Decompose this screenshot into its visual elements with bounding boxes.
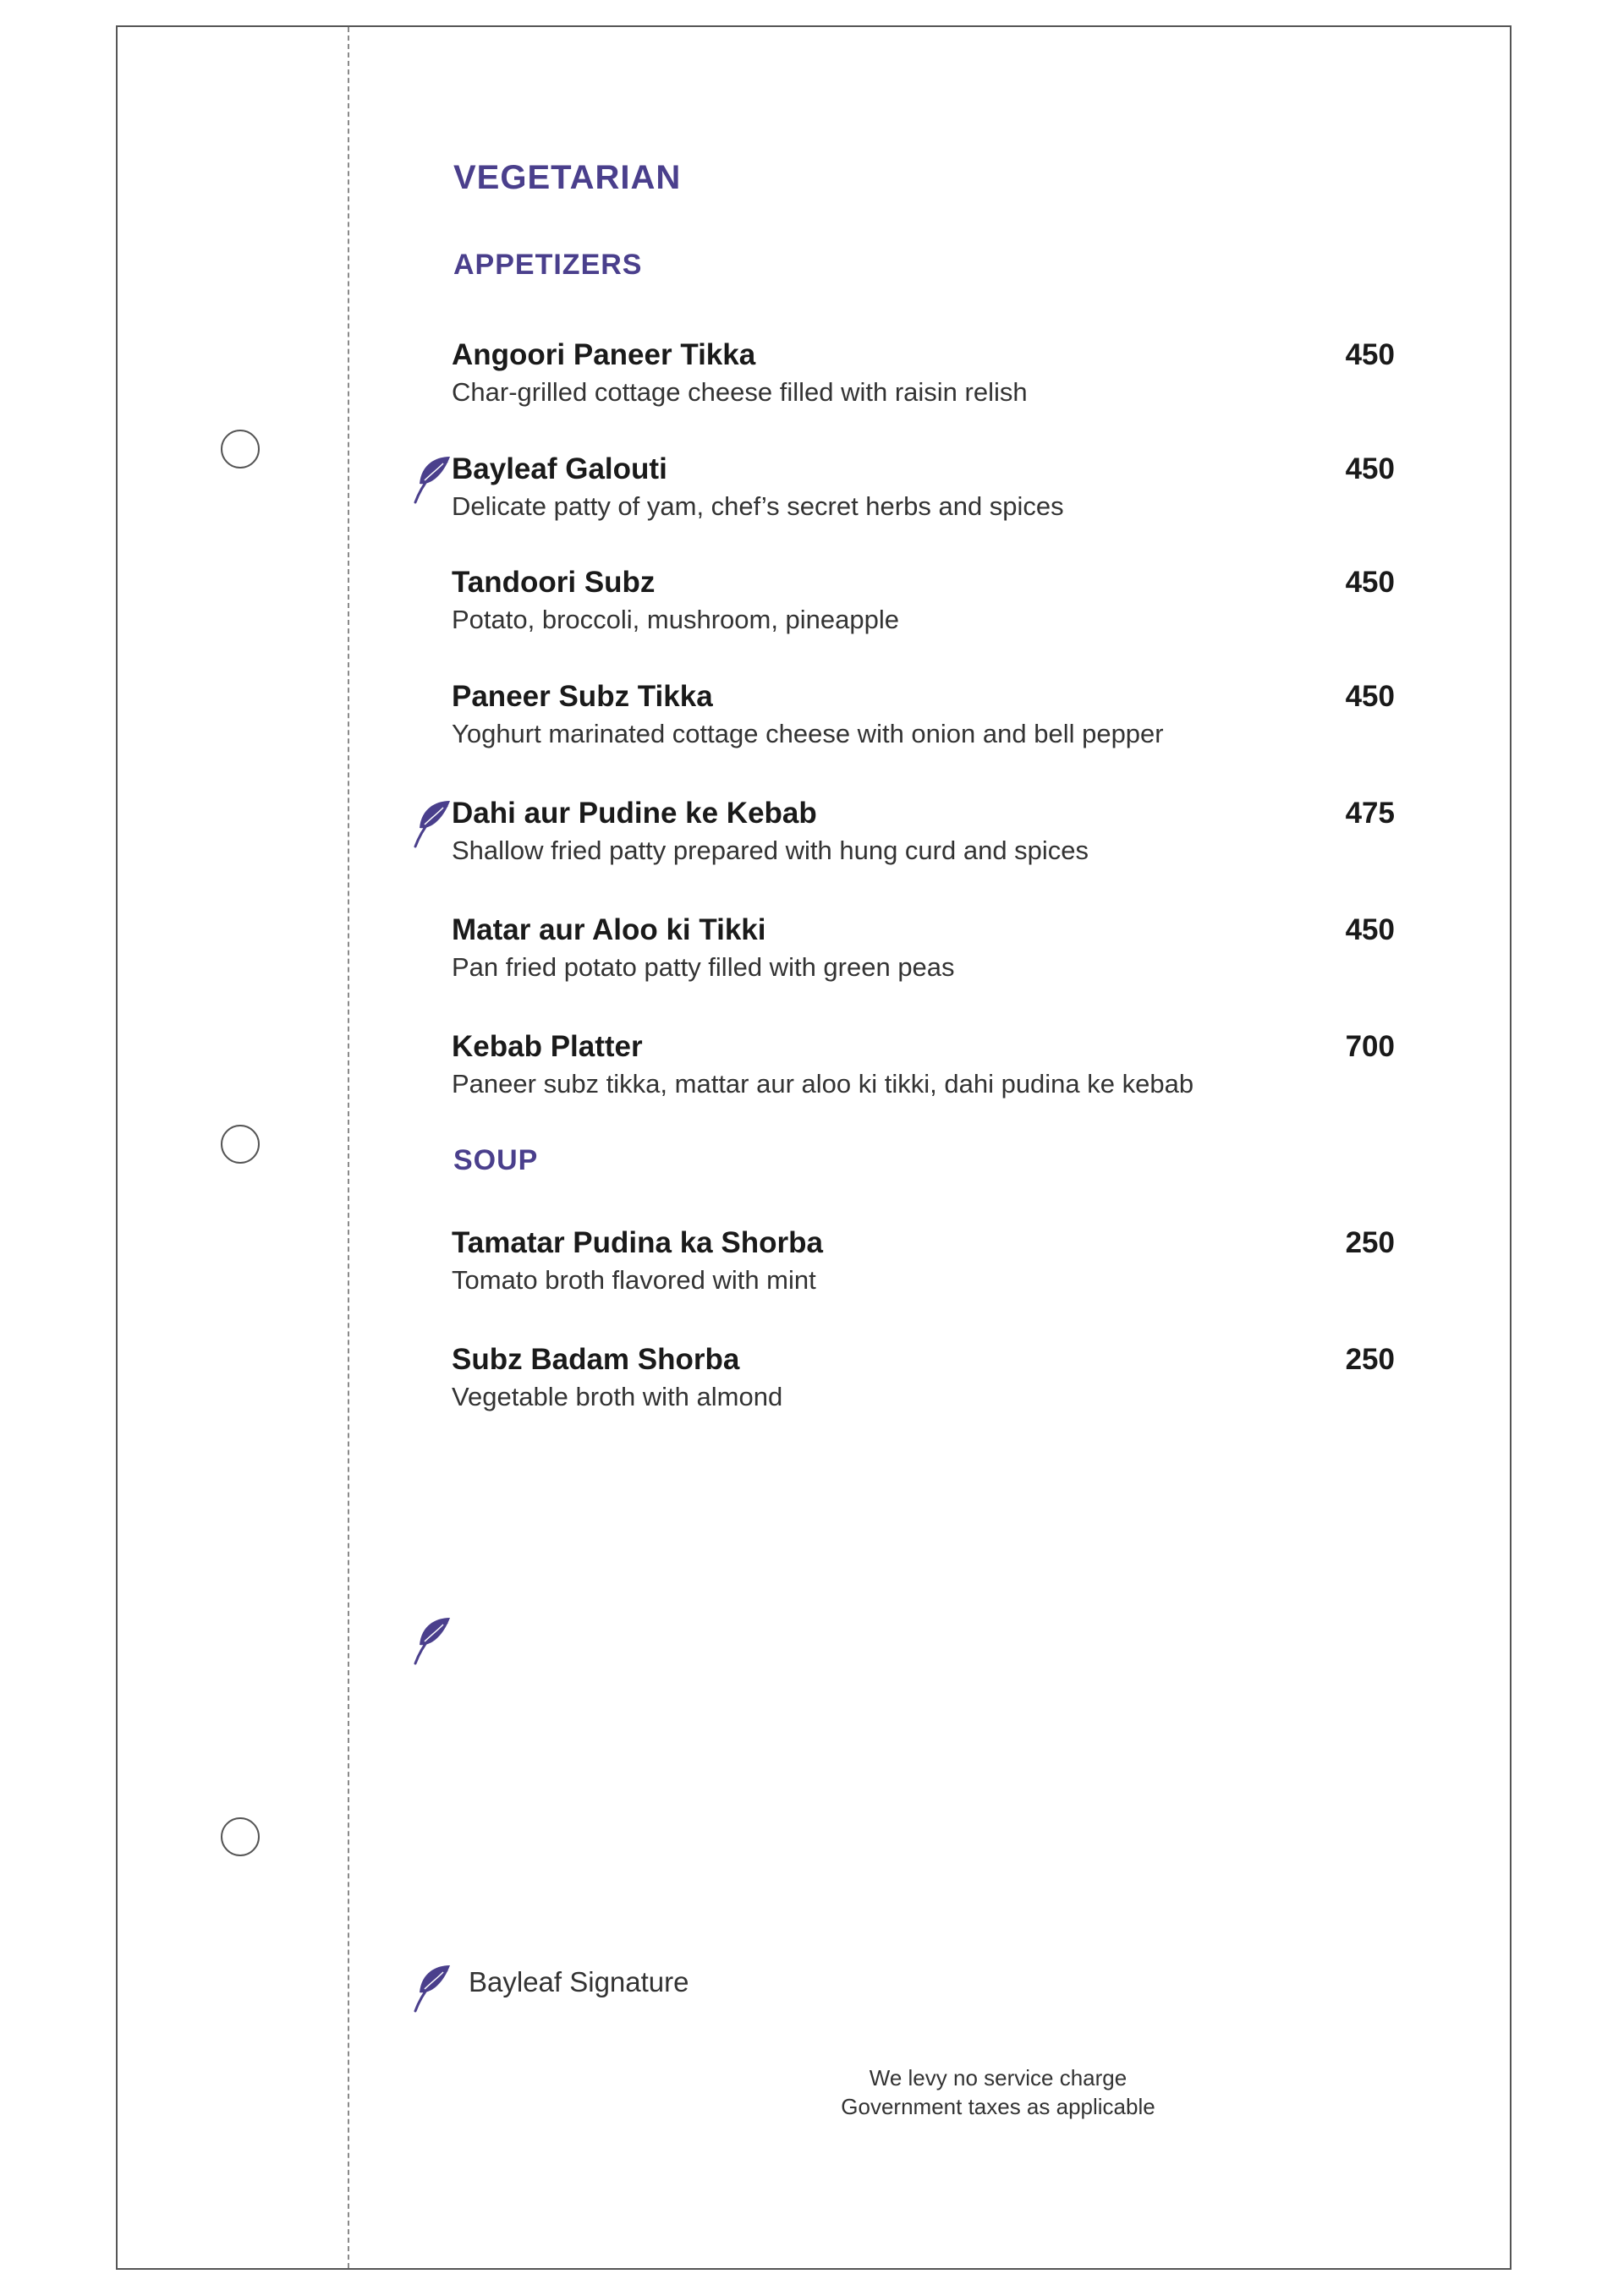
category-heading: VEGETARIAN (453, 159, 682, 196)
menu-item (452, 338, 1395, 423)
binding-spine-line (348, 27, 349, 2268)
item-price: 450 (1345, 680, 1395, 713)
item-name: Kebab Platter (452, 1030, 643, 1063)
menu-item (452, 913, 1395, 998)
leaf-icon (413, 1964, 452, 2013)
item-description: Paneer subz tikka, mattar aur aloo ki tikki, dahi pudina ke kebab (452, 1069, 1194, 1099)
item-name: Bayleaf Galouti (452, 452, 667, 485)
item-name: Angoori Paneer Tikka (452, 338, 756, 371)
item-description: Vegetable broth with almond (452, 1382, 783, 1411)
item-description: Shallow fried patty prepared with hung curd and spices (452, 836, 1089, 865)
item-price: 250 (1345, 1226, 1395, 1259)
leaf-icon (413, 455, 452, 504)
item-name: Dahi aur Pudine ke Kebab (452, 797, 817, 830)
section-heading-appetizers: APPETIZERS (453, 249, 643, 281)
item-description: Delicate patty of yam, chef’s secret herbs and spices (452, 491, 1064, 521)
item-price: 450 (1345, 566, 1395, 599)
item-name: Tamatar Pudina ka Shorba (452, 1226, 823, 1259)
item-description: Potato, broccoli, mushroom, pineapple (452, 605, 900, 634)
menu-item (452, 1226, 1395, 1311)
menu-item (452, 566, 1395, 650)
item-price: 475 (1345, 797, 1395, 830)
item-name: Tandoori Subz (452, 566, 656, 599)
punch-hole (221, 1817, 260, 1856)
item-price: 450 (1345, 338, 1395, 371)
footer-line: We levy no service charge (869, 2065, 1127, 2091)
menu-item (452, 1343, 1395, 1427)
item-price: 250 (1345, 1343, 1395, 1376)
item-name: Subz Badam Shorba (452, 1343, 740, 1376)
menu-item (452, 1030, 1395, 1115)
item-price: 450 (1345, 452, 1395, 485)
legend-label: Bayleaf Signature (469, 1966, 689, 1997)
footer-line: Government taxes as applicable (841, 2094, 1155, 2119)
item-name: Matar aur Aloo ki Tikki (452, 913, 766, 946)
punch-hole (221, 430, 260, 469)
item-description: Yoghurt marinated cottage cheese with onion and bell pepper (452, 719, 1164, 748)
menu-item (452, 452, 1395, 537)
item-description: Char-grilled cottage cheese filled with raisin relish (452, 377, 1028, 407)
item-description: Pan fried potato patty filled with green peas (452, 952, 955, 982)
menu-item (452, 680, 1395, 764)
footer-note (744, 2063, 1252, 2121)
item-price: 700 (1345, 1030, 1395, 1063)
leaf-icon (413, 1616, 452, 1665)
item-price: 450 (1345, 913, 1395, 946)
menu-item (452, 797, 1395, 881)
punch-hole (221, 1125, 260, 1164)
item-name: Paneer Subz Tikka (452, 680, 713, 713)
item-description: Tomato broth flavored with mint (452, 1265, 816, 1295)
leaf-icon (413, 799, 452, 848)
section-heading-soup: SOUP (453, 1144, 539, 1176)
